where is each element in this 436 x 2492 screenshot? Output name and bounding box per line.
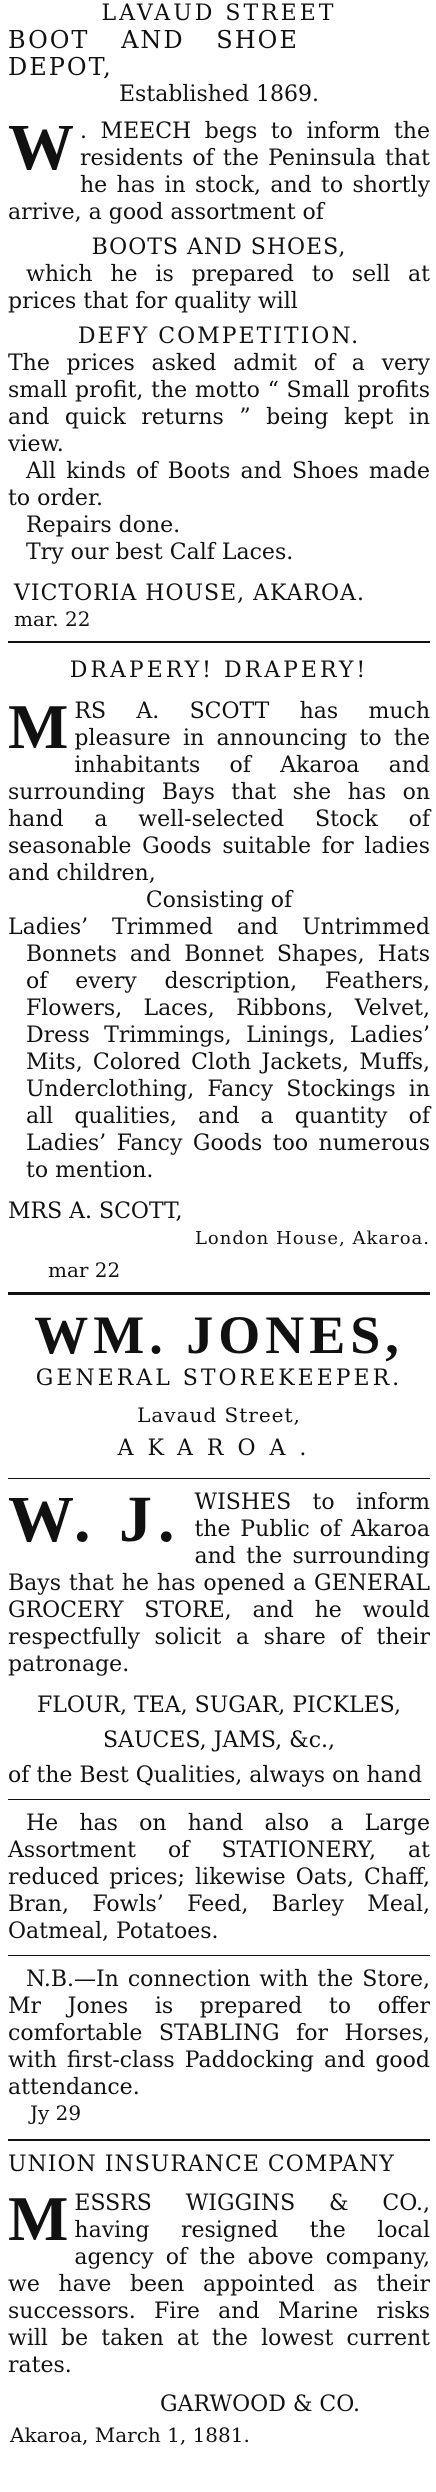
ad1-street: LAVAUD STREET	[101, 1, 337, 26]
ad3-quality: of the Best Qualities, always on hand	[8, 1763, 423, 1788]
ad1-para2: which he is prepared to sell at prices that for quality will	[8, 262, 430, 314]
ad4-heading: UNION INSURANCE COMPANY	[8, 2152, 395, 2177]
ad3-goods-line2: SAUCES, JAMS, &c.,	[102, 1728, 336, 1753]
ad1-date: mar. 22	[14, 607, 91, 631]
ad1-para4: All kinds of Boots and Shoes made to order.	[8, 459, 430, 511]
ad2-address: London House, Akaroa.	[194, 1228, 430, 1249]
ad4-signature: GARWOOD & CO.	[159, 2392, 360, 2417]
ad4-dropcap: M	[8, 2183, 69, 2254]
ad3-intro: WISHES to inform the Public of Akaroa and the surrounding Bays that he has opened a GENERAL GROCERY STORE, and he would respectfully solicit a share of their patronage.	[8, 1490, 430, 1677]
ad4-intro-block	[8, 2183, 430, 2379]
ad2-intro: RS A. SCOTT has much pleasure in announcing to the inhabitants of Akaroa and surrounding Bays that she has on hand a well-selected Stock of seasonable Goods suitable for ladies and children,	[8, 699, 430, 886]
ad1-established: Established 1869.	[119, 82, 319, 107]
ad3-date: Jy 29	[30, 2101, 82, 2125]
ad2-heading: DRAPERY! DRAPERY!	[69, 658, 369, 683]
ad2-date: mar 22	[48, 1258, 121, 1282]
ad1-repairs: Repairs done.	[26, 513, 181, 538]
divider	[8, 2139, 430, 2141]
ad1-house: VICTORIA HOUSE, AKAROA.	[14, 581, 365, 606]
ad4-date: Akaroa, March 1, 1881.	[10, 2423, 250, 2447]
ad4-intro: ESSRS WIGGINS & CO., having resigned the local agency of the above company, we have been appointed as their successors. Fire and Marine risks will be taken at the lowest current rates.	[8, 2191, 430, 2378]
divider	[8, 1478, 430, 1479]
ad2-signature: MRS A. SCOTT,	[8, 1199, 183, 1224]
divider	[8, 1799, 430, 1800]
ad2-intro-block	[8, 691, 430, 887]
wm-jones-ad	[8, 1305, 430, 2125]
ad1-boots: BOOTS AND SHOES,	[91, 235, 347, 260]
ad1-para3: The prices asked admit of a very small profit, the motto “ Small profits and quick returns ” being kept in view.	[8, 351, 430, 457]
drapery-ad	[8, 657, 430, 1282]
ad3-intro-block	[8, 1483, 430, 1678]
ad1-heading: BOOT AND SHOE DEPOT,	[8, 26, 299, 81]
ad3-goods-line1: FLOUR, TEA, SUGAR, PICKLES,	[37, 1693, 401, 1718]
ad3-nb: N.B.—In connection with the Store, Mr Jones is prepared to offer comfortable STABLING for Horses, with first-class Paddocking and good attendance.	[8, 1967, 430, 2100]
ad3-town: AKAROA.	[117, 1436, 321, 1461]
ad1-intro: . MEECH begs to inform the residents of the Peninsula that he has in stock, and to shortly arrive, a good assortment of	[8, 119, 430, 225]
union-insurance-ad	[8, 2151, 430, 2449]
ad1-dropcap: W	[8, 111, 74, 184]
ad3-name: WM. JONES,	[34, 1305, 404, 1365]
ad3-stationery: He has on hand also a Large Assortment of STATIONERY, at reduced prices; likewise Oats, Chaff, Bran, Fowls’ Feed, Barley Meal, Oatmeal, Potatoes.	[8, 1811, 430, 1944]
ad1-laces: Try our best Calf Laces.	[26, 540, 294, 565]
divider	[8, 1955, 430, 1956]
ad3-role: GENERAL STOREKEEPER.	[35, 1366, 403, 1391]
ad1-defy: DEFY COMPETITION.	[77, 324, 361, 349]
ad3-street: Lavaud Street,	[137, 1403, 301, 1427]
ad2-items: Ladies’ Trimmed and Untrimmed Bonnets and Bonnet Shapes, Hats of every description, Feathers, Flowers, Laces, Ribbons, Velvet, Dress Trimmings, Linings, Ladies’ Mits, Colored Cloth Jackets, Muffs, Underclothing, Fancy Stockings in all qualities, and a quantity of Ladies’ Fancy Goods too numerous to mention.	[8, 915, 430, 1183]
ad3-dropcap: W. J.	[8, 1483, 181, 1556]
ad2-consisting: Consisting of	[145, 888, 293, 913]
ad2-dropcap: M	[8, 691, 69, 762]
boot-shoe-depot-ad	[8, 0, 430, 631]
divider	[8, 641, 430, 643]
divider	[8, 1292, 430, 1295]
ad1-intro-block	[8, 111, 430, 226]
